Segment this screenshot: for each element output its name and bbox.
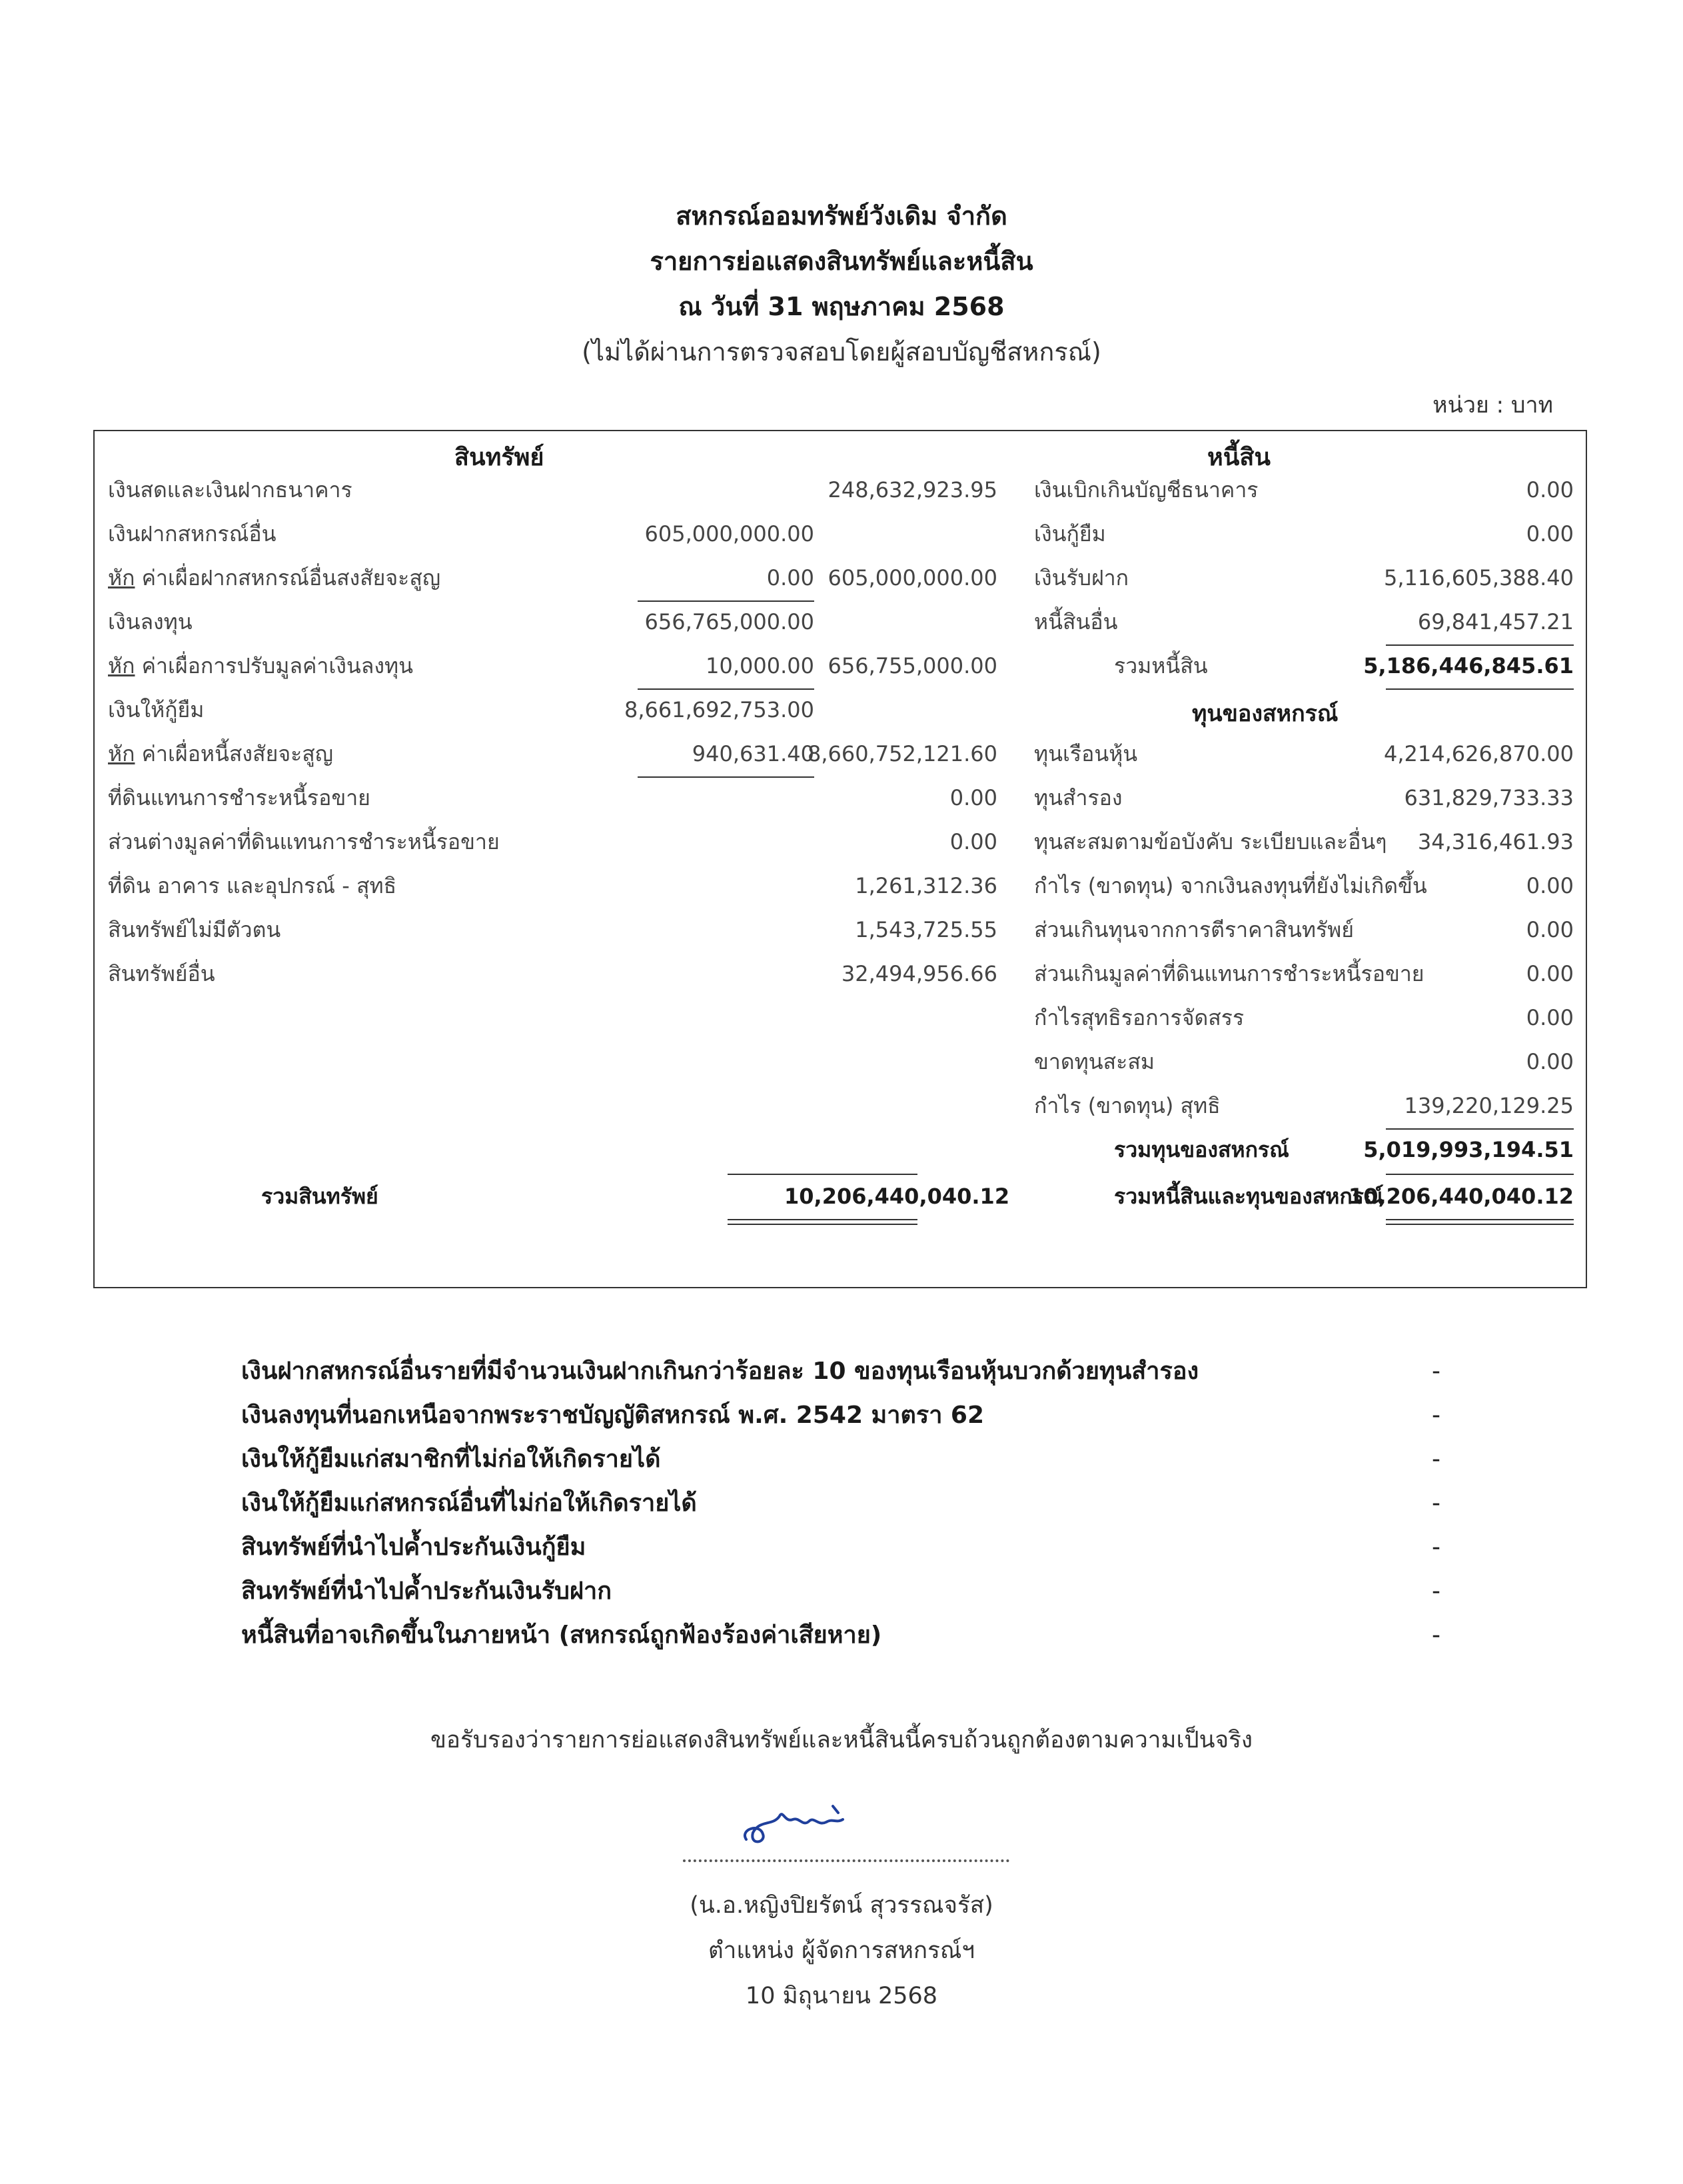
asset-label: สินทรัพย์อื่น	[108, 961, 215, 986]
liability-label: เงินรับฝาก	[1034, 565, 1129, 590]
assets-total-row	[95, 1175, 1010, 1218]
asset-label: เงินฝากสหกรณ์อื่น	[108, 521, 277, 546]
liability-value: 5,116,605,388.40	[1384, 565, 1574, 590]
note-text: เงินให้กู้ยืมแก่สมาชิกที่ไม่ก่อให้เกิดรายได้	[241, 1446, 661, 1473]
equity-value: 0.00	[1526, 1049, 1574, 1074]
asset-sub: 10,000.00	[706, 653, 814, 678]
equity-label: ทุนสะสมตามข้อบังคับ ระเบียบและอื่นๆ	[1034, 829, 1387, 854]
equity-row	[934, 732, 1587, 775]
asset-total: 248,632,923.95	[828, 477, 997, 503]
asset-total: 0.00	[949, 829, 997, 854]
grand-total-row	[934, 1175, 1587, 1218]
total-rule	[1386, 688, 1574, 690]
liability-label: หนี้สินอื่น	[1034, 609, 1118, 634]
asset-label: เงินสดและเงินฝากธนาคาร	[108, 477, 352, 503]
note-value: -	[1432, 1402, 1440, 1429]
note-text: สินทรัพย์ที่นำไปค้ำประกันเงินกู้ยืม	[241, 1534, 586, 1561]
equity-label: ขาดทุนสะสม	[1034, 1049, 1155, 1074]
note-item	[241, 1526, 1454, 1570]
note-value: -	[1432, 1446, 1440, 1473]
equity-row	[934, 1040, 1587, 1083]
assets-heading: สินทรัพย์	[454, 444, 544, 471]
note-value: -	[1432, 1622, 1440, 1649]
asset-sub: 656,765,000.00	[644, 609, 814, 634]
deduct-label: หัก	[108, 565, 135, 590]
liability-row	[934, 469, 1587, 511]
double-rule	[1386, 1219, 1574, 1225]
assets-total-label: รวมสินทรัพย์	[261, 1184, 378, 1209]
signature-image	[733, 1793, 853, 1853]
asset-label: สินทรัพย์ไม่มีตัวตน	[108, 917, 281, 942]
equity-label: ส่วนเกินทุนจากการตีราคาสินทรัพย์	[1034, 917, 1354, 942]
signatory-date: 10 มิถุนายน 2568	[745, 1983, 938, 2009]
asset-row	[95, 469, 997, 511]
equity-total-row	[934, 1128, 1587, 1171]
note-item	[241, 1394, 1454, 1438]
asset-total: 1,543,725.55	[855, 917, 997, 942]
liability-label: เงินเบิกเกินบัญชีธนาคาร	[1034, 477, 1259, 503]
equity-row	[934, 952, 1587, 995]
asset-label: เงินให้กู้ยืม	[108, 697, 205, 722]
asset-sub: 605,000,000.00	[644, 521, 814, 546]
equity-row	[934, 908, 1587, 951]
equity-label: ทุนเรือนหุ้น	[1034, 741, 1138, 766]
assets-total-value: 10,206,440,040.12	[784, 1184, 1010, 1209]
liability-total-row	[934, 644, 1587, 687]
equity-label: กำไรสุทธิรอการจัดสรร	[1034, 1005, 1245, 1030]
unit-label: หน่วย : บาท	[1432, 392, 1553, 419]
equity-value: 0.00	[1526, 961, 1574, 986]
asset-sub: 940,631.40	[692, 741, 814, 766]
asset-row	[95, 644, 997, 687]
grand-total-label: รวมหนี้สินและทุนของสหกรณ์	[1114, 1184, 1384, 1209]
note-text: หนี้สินที่อาจเกิดขึ้นในภายหน้า (สหกรณ์ถูกฟ้องร้องค่าเสียหาย)	[241, 1622, 882, 1649]
asset-label: ที่ดินแทนการชำระหนี้รอขาย	[108, 785, 370, 810]
equity-row	[934, 1084, 1587, 1127]
asset-total: 656,755,000.00	[828, 653, 997, 678]
note-item	[241, 1614, 1454, 1657]
organization-name: สหกรณ์ออมทรัพย์วังเดิม จำกัด	[676, 201, 1007, 231]
asset-row	[95, 864, 997, 907]
equity-row	[934, 776, 1587, 819]
asset-sub: 0.00	[766, 565, 814, 590]
double-rule	[728, 1219, 917, 1225]
liability-row	[934, 556, 1587, 599]
asset-label: ส่วนต่างมูลค่าที่ดินแทนการชำระหนี้รอขาย	[108, 829, 500, 854]
audit-note: (ไม่ได้ผ่านการตรวจสอบโดยผู้สอบบัญชีสหกรณ์)	[582, 337, 1101, 367]
statement-table	[93, 430, 1587, 1288]
disclosure-notes	[241, 1350, 1454, 1657]
liability-total-value: 5,186,446,845.61	[1363, 653, 1574, 678]
note-value: -	[1432, 1534, 1440, 1561]
equity-value: 0.00	[1526, 917, 1574, 942]
equity-total-value: 5,019,993,194.51	[1363, 1137, 1574, 1162]
asset-row	[95, 776, 997, 819]
signatory-name: (น.อ.หญิงปิยรัตน์ สุวรรณจรัส)	[690, 1892, 993, 1919]
equity-label: ส่วนเกินมูลค่าที่ดินแทนการชำระหนี้รอขาย	[1034, 961, 1424, 986]
liability-value: 0.00	[1526, 477, 1574, 503]
deduct-label: หัก	[108, 653, 135, 678]
note-item	[241, 1438, 1454, 1482]
note-text: เงินฝากสหกรณ์อื่นรายที่มีจำนวนเงินฝากเกินกว่าร้อยละ 10 ของทุนเรือนหุ้นบวกด้วยทุนสำรอง	[241, 1358, 1199, 1385]
grand-total-value: 10,206,440,040.12	[1348, 1184, 1574, 1209]
asset-row	[95, 732, 997, 775]
note-value: -	[1432, 1578, 1440, 1605]
equity-value: 631,829,733.33	[1404, 785, 1574, 810]
equity-value: 139,220,129.25	[1404, 1093, 1574, 1118]
liability-label: เงินกู้ยืม	[1034, 521, 1106, 546]
asset-total: 8,660,752,121.60	[808, 741, 997, 766]
asset-row	[95, 556, 997, 599]
report-title: รายการย่อแสดงสินทรัพย์และหนี้สิน	[650, 247, 1033, 276]
asset-row	[95, 513, 934, 555]
asset-label: ค่าเผื่อการปรับมูลค่าเงินลงทุน	[141, 653, 413, 678]
equity-heading: ทุนของสหกรณ์	[1192, 700, 1339, 727]
signatory-position: ตำแหน่ง ผู้จัดการสหกรณ์ฯ	[708, 1937, 975, 1964]
asset-total: 605,000,000.00	[828, 565, 997, 590]
report-header	[0, 193, 1683, 375]
liability-row	[934, 600, 1587, 643]
equity-row	[934, 996, 1587, 1039]
equity-label: กำไร (ขาดทุน) จากเงินลงทุนที่ยังไม่เกิดขึ้น	[1034, 873, 1427, 898]
note-item	[241, 1482, 1454, 1526]
asset-label: ที่ดิน อาคาร และอุปกรณ์ - สุทธิ	[108, 873, 397, 898]
equity-value: 34,316,461.93	[1417, 829, 1574, 854]
asset-label: ค่าเผื่อหนี้สงสัยจะสูญ	[141, 741, 334, 766]
liability-row	[934, 513, 1587, 555]
note-item	[241, 1570, 1454, 1614]
liability-total-label: รวมหนี้สิน	[1114, 653, 1208, 678]
asset-row	[95, 688, 934, 731]
asset-row	[95, 600, 934, 643]
asset-row	[95, 820, 997, 863]
equity-total-label: รวมทุนของสหกรณ์	[1114, 1137, 1289, 1162]
report-date: ณ วันที่ 31 พฤษภาคม 2568	[678, 292, 1005, 321]
note-text: สินทรัพย์ที่นำไปค้ำประกันเงินรับฝาก	[241, 1578, 612, 1605]
note-text: เงินลงทุนที่นอกเหนือจากพระราชบัญญัติสหกรณ์ พ.ศ. 2542 มาตรา 62	[241, 1402, 985, 1429]
equity-value: 0.00	[1526, 1005, 1574, 1030]
asset-row	[95, 908, 997, 951]
signature-line	[683, 1859, 1009, 1862]
asset-total: 1,261,312.36	[855, 873, 997, 898]
equity-label: ทุนสำรอง	[1034, 785, 1123, 810]
certification-text: ขอรับรองว่ารายการย่อแสดงสินทรัพย์และหนี้สินนี้ครบถ้วนถูกต้องตามความเป็นจริง	[430, 1727, 1253, 1753]
deduct-label: หัก	[108, 741, 135, 766]
asset-total: 0.00	[949, 785, 997, 810]
signatory-block	[0, 1883, 1683, 2019]
liability-value: 69,841,457.21	[1417, 609, 1574, 634]
equity-value: 0.00	[1526, 873, 1574, 898]
equity-row	[934, 820, 1587, 863]
asset-label: ค่าเผื่อฝากสหกรณ์อื่นสงสัยจะสูญ	[141, 565, 441, 590]
asset-row	[95, 952, 997, 995]
equity-row	[934, 864, 1587, 907]
liability-value: 0.00	[1526, 521, 1574, 546]
note-item	[241, 1350, 1454, 1394]
equity-value: 4,214,626,870.00	[1384, 741, 1574, 766]
equity-label: กำไร (ขาดทุน) สุทธิ	[1034, 1093, 1221, 1118]
note-text: เงินให้กู้ยืมแก่สหกรณ์อื่นที่ไม่ก่อให้เกิดรายได้	[241, 1490, 697, 1517]
liabilities-heading: หนี้สิน	[1207, 444, 1271, 471]
note-value: -	[1432, 1358, 1440, 1385]
asset-total: 32,494,956.66	[841, 961, 997, 986]
note-value: -	[1432, 1490, 1440, 1517]
asset-label: เงินลงทุน	[108, 609, 193, 634]
asset-sub: 8,661,692,753.00	[624, 697, 814, 722]
